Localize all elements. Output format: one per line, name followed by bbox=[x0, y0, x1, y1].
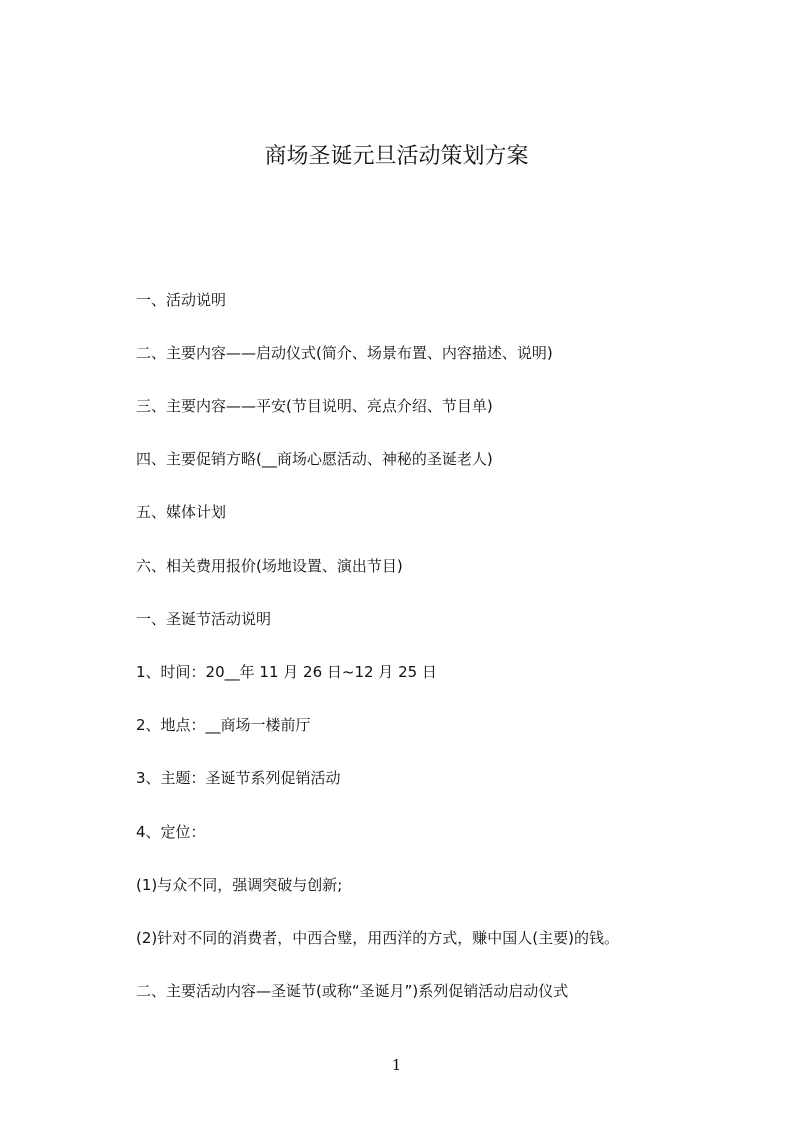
item-theme: 3、主题：圣诞节系列促销活动 bbox=[136, 769, 341, 787]
page-number: 1 bbox=[391, 1056, 402, 1074]
positioning-point-2: (2)针对不同的消费者，中西合璧，用西洋的方式，赚中国人(主要)的钱。 bbox=[136, 929, 619, 947]
item-positioning: 4、定位： bbox=[136, 823, 206, 841]
section-heading-cost-quote: 六、相关费用报价(场地设置、演出节目) bbox=[136, 557, 403, 575]
section-heading-peace-program: 三、主要内容——平安(节目说明、亮点介绍、节目单) bbox=[136, 397, 493, 415]
section-heading-launch-ceremony: 二、主要内容——启动仪式(简介、场景布置、内容描述、说明) bbox=[136, 344, 553, 362]
item-time: 1、时间：20__年 11 月 26 日~12 月 25 日 bbox=[136, 663, 437, 681]
section-heading-media-plan: 五、媒体计划 bbox=[136, 503, 227, 521]
item-location: 2、地点：__商场一楼前厅 bbox=[136, 716, 311, 734]
positioning-point-1: (1)与众不同，强调突破与创新; bbox=[136, 876, 343, 894]
section-heading-promotion-strategy: 四、主要促销方略(__商场心愿活动、神秘的圣诞老人) bbox=[136, 450, 493, 468]
section-heading-main-activities: 二、主要活动内容—圣诞节(或称“圣诞月”)系列促销活动启动仪式 bbox=[136, 982, 569, 1000]
section-heading-activity-description: 一、活动说明 bbox=[136, 291, 227, 309]
document-title: 商场圣诞元旦活动策划方案 bbox=[264, 144, 529, 169]
section-heading-christmas-description: 一、圣诞节活动说明 bbox=[136, 610, 272, 628]
